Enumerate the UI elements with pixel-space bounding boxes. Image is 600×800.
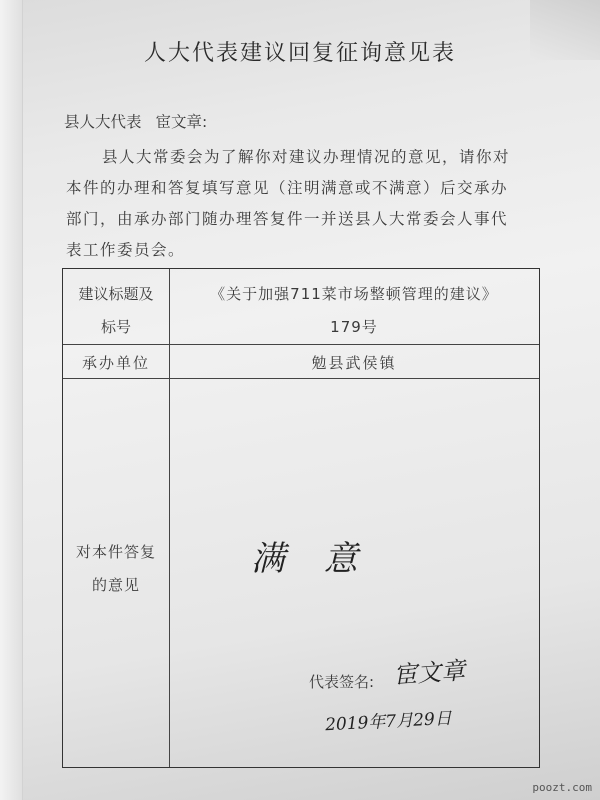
value-unit: 勉县武侯镇 xyxy=(311,354,397,372)
suggestion-number: 179号 xyxy=(330,318,378,336)
label-opinion xyxy=(63,541,169,595)
label-title-line2: 标号 xyxy=(100,318,131,336)
label-title xyxy=(63,283,169,337)
paragraph-line: 部门，由承办部门随办理答复件一并送县人大常委会人事代 xyxy=(66,210,509,228)
addressee-prefix: 县人大代表 xyxy=(64,113,142,131)
site-watermark: poozt.com xyxy=(532,781,592,794)
signature-label: 代表签名: xyxy=(309,673,375,691)
label-unit: 承办单位 xyxy=(81,354,150,372)
addressee xyxy=(64,110,207,132)
value-title xyxy=(169,283,539,337)
table-divider xyxy=(63,378,539,379)
paper-edge xyxy=(0,0,23,800)
page-title: 人大代表建议回复征询意见表 xyxy=(143,41,456,66)
suggestion-title: 《关于加强711菜市场整顿管理的建议》 xyxy=(210,285,498,303)
paragraph-line: 县人大常委会为了解你对建议办理情况的意见，请你对 xyxy=(102,148,511,166)
label-opinion-line1: 对本件答复 xyxy=(75,543,156,561)
label-title-line1: 建议标题及 xyxy=(78,285,154,303)
handwritten-opinion: 满 意 xyxy=(251,539,372,579)
instruction-paragraph xyxy=(66,142,546,266)
paragraph-line: 本件的办理和答复填写意见（注明满意或不满意）后交承办 xyxy=(66,179,509,197)
handwritten-date: 2019年7月29日 xyxy=(324,708,453,736)
table-divider xyxy=(63,344,539,345)
table-column-divider xyxy=(169,269,170,767)
paragraph-line: 表工作委员会。 xyxy=(66,241,186,259)
addressee-name: 宦文章: xyxy=(155,113,208,131)
label-opinion-line2: 的意见 xyxy=(91,576,140,594)
handwritten-signature: 宦文章 xyxy=(392,656,467,690)
opinion-table xyxy=(62,268,540,768)
